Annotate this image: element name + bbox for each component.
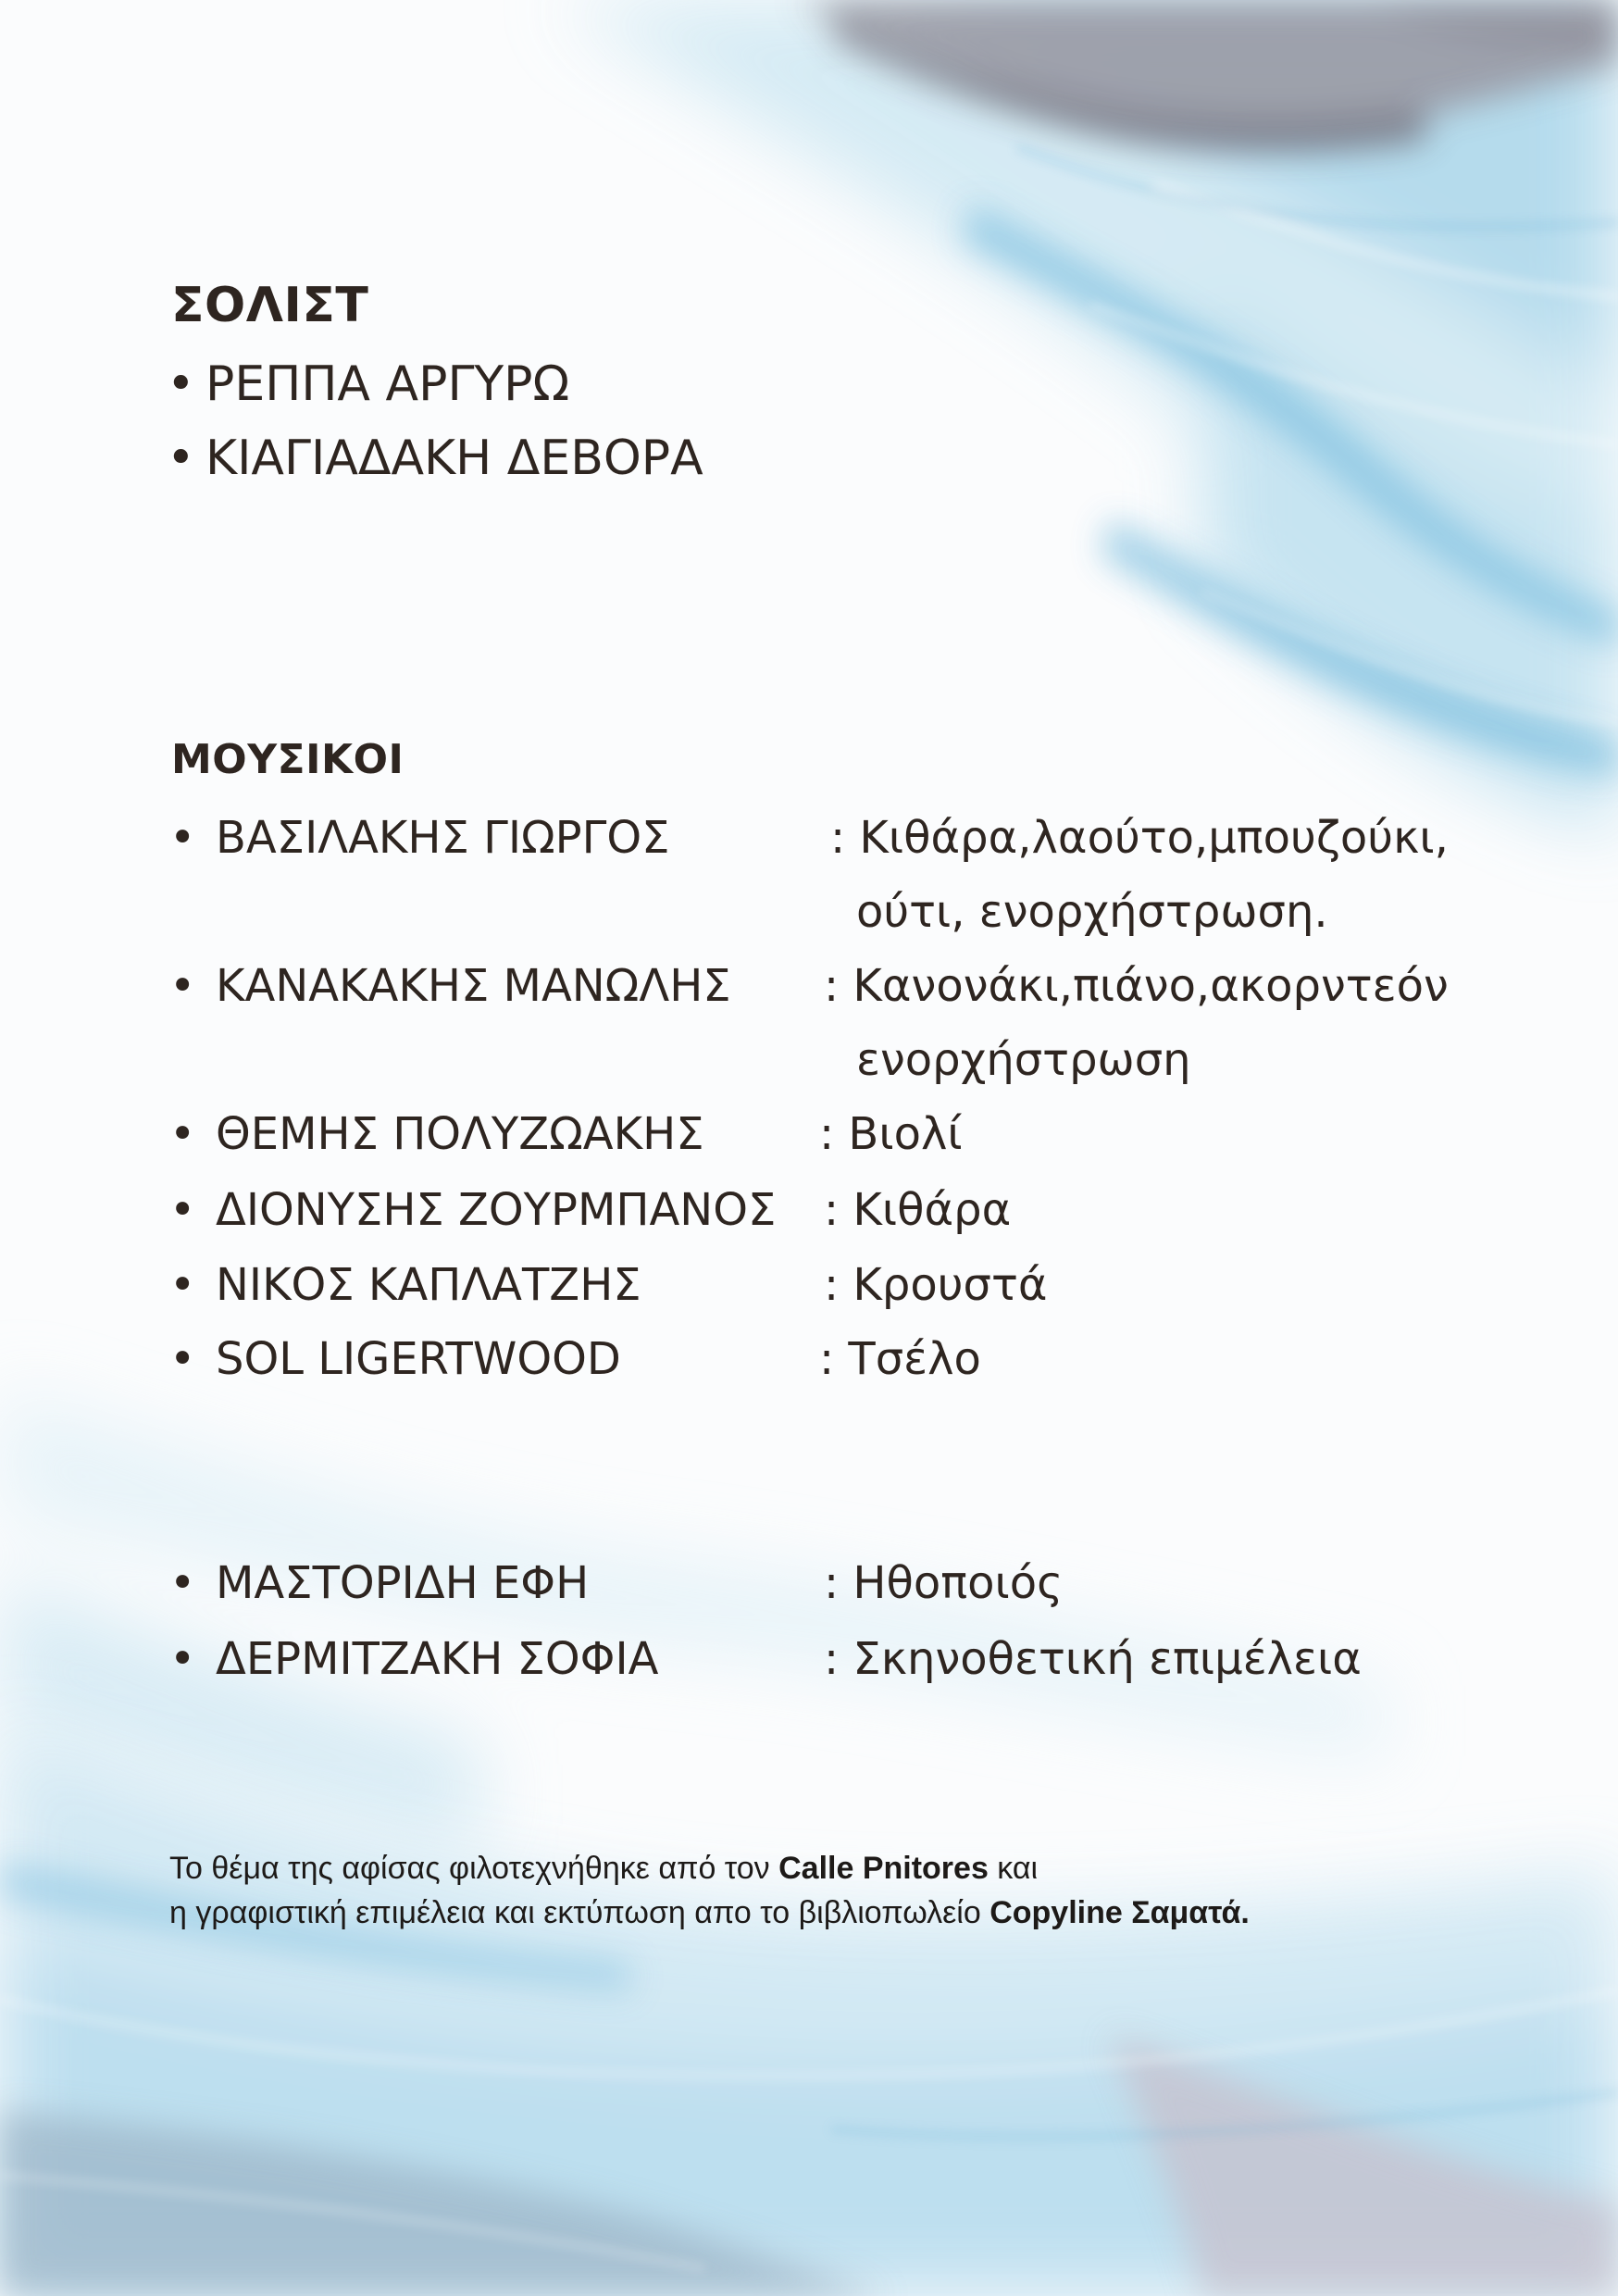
printer-name: Copyline Σαματά.: [989, 1895, 1250, 1930]
musician-role: : Τσέλο: [819, 1333, 981, 1385]
musician-name: ΒΑΣΙΛΑΚΗΣ ΓΙΩΡΓΟΣ: [216, 812, 670, 864]
staff-role: : Σκηνοθετική επιμέλεια: [824, 1633, 1362, 1685]
soloist-item: [167, 356, 569, 412]
musician-name: ΔΙΟΝΥΣΗΣ ΖΟΥΡΜΠΑΝΟΣ: [216, 1184, 777, 1236]
bullet: •: [169, 1557, 196, 1609]
bullet: •: [169, 1184, 196, 1236]
musician-role: : Κιθάρα,λαούτο,μπουζούκι,: [830, 812, 1449, 864]
artist-name: Calle Pnitores: [778, 1851, 989, 1886]
staff-role: : Ηθοποιός: [824, 1557, 1064, 1609]
credits-text: Το θέμα της αφίσας φιλοτεχνήθηκε από τον: [169, 1851, 779, 1886]
bullet: •: [169, 1108, 196, 1160]
musician-name: SOL LIGERTWOOD: [216, 1333, 621, 1385]
bullet: •: [169, 1633, 196, 1685]
musician-name: ΚΑΝΑΚΑΚΗΣ ΜΑΝΩΛΗΣ: [216, 960, 731, 1012]
credits-text: και: [988, 1851, 1039, 1886]
soloist-name: ΡΕΠΠΑ ΑΡΓΥΡΩ: [205, 356, 570, 412]
musicians-heading: ΜΟΥΣΙΚΟΙ: [171, 736, 404, 783]
bullet: •: [167, 430, 195, 486]
credits-text: η γραφιστική επιμέλεια και εκτύπωση απο το βιβλιοπωλείο: [169, 1895, 990, 1930]
musician-role-continued: ούτι, ενορχήστρωση.: [856, 886, 1328, 938]
soloist-name: ΚΙΑΓΙΑΔΑΚΗ ΔΕΒΟΡΑ: [205, 430, 703, 486]
staff-name: ΔΕΡΜΙΤΖΑΚΗ ΣΟΦΙΑ: [216, 1633, 659, 1685]
bullet: •: [169, 812, 196, 864]
musician-role: : Βιολί: [819, 1108, 963, 1160]
soloist-item: [167, 430, 703, 486]
musician-role: : Κρουστά: [824, 1259, 1048, 1311]
musician-role: : Κιθάρα: [824, 1184, 1012, 1236]
bullet: •: [167, 356, 195, 412]
credits-line-2: [169, 1893, 1250, 1932]
musician-role: : Κανονάκι,πιάνο,ακορντεόν: [824, 960, 1449, 1012]
soloists-heading: ΣΟΛΙΣΤ: [171, 278, 369, 333]
staff-name: ΜΑΣΤΟΡΙΔΗ ΕΦΗ: [216, 1557, 590, 1609]
musician-name: ΘΕΜΗΣ ΠΟΛΥΖΩΑΚΗΣ: [216, 1108, 704, 1160]
musician-role-continued: ενορχήστρωση: [856, 1034, 1191, 1086]
bullet: •: [169, 1259, 196, 1311]
bullet: •: [169, 960, 196, 1012]
musician-name: ΝΙΚΟΣ ΚΑΠΛΑΤΖΗΣ: [216, 1259, 641, 1311]
credits-line-1: [169, 1849, 1038, 1888]
bullet: •: [169, 1333, 196, 1385]
